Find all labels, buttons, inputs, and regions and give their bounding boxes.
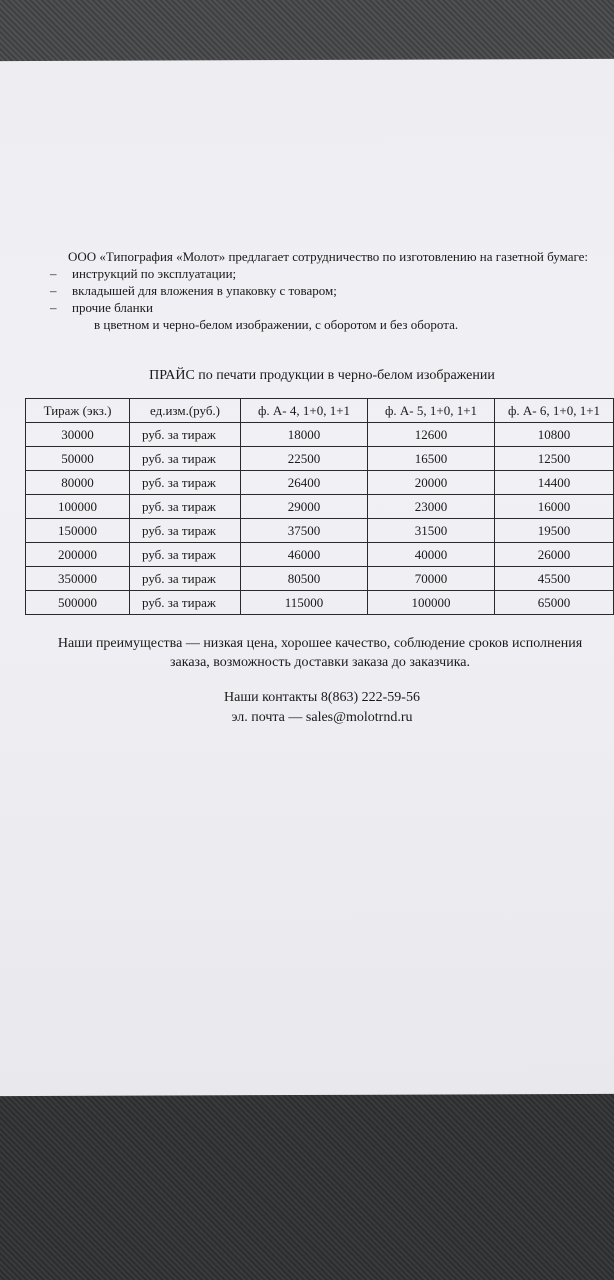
cell-unit: руб. за тираж bbox=[130, 543, 241, 567]
cell-a6: 19500 bbox=[495, 519, 614, 543]
cell-unit: руб. за тираж bbox=[130, 519, 241, 543]
cell-run: 50000 bbox=[26, 447, 130, 471]
cell-a5: 100000 bbox=[368, 591, 495, 615]
table-row bbox=[26, 495, 614, 519]
cell-run: 30000 bbox=[26, 423, 130, 447]
price-table bbox=[25, 398, 614, 615]
cell-a4: 80500 bbox=[241, 567, 368, 591]
cell-run: 500000 bbox=[26, 591, 130, 615]
cell-a6: 14400 bbox=[495, 471, 614, 495]
bullet-dash: – bbox=[50, 283, 57, 298]
cell-a6: 16000 bbox=[495, 495, 614, 519]
header-cell-a5: ф. А- 5, 1+0, 1+1 bbox=[368, 399, 495, 423]
intro-lead: ООО «Типография «Молот» предлагает сотрудничество по изготовлению на газетной бумаге: bbox=[68, 249, 589, 264]
table-row bbox=[26, 447, 614, 471]
price-title: ПРАЙС по печати продукции в черно-белом изображении bbox=[149, 368, 495, 383]
list-item-text: инструкций по эксплуатации; bbox=[72, 266, 237, 281]
table-row bbox=[26, 591, 614, 615]
cell-a5: 31500 bbox=[368, 519, 495, 543]
header-cell-a4: ф. А- 4, 1+0, 1+1 bbox=[241, 399, 368, 423]
background-carpet-bottom bbox=[0, 1090, 614, 1280]
table-row bbox=[26, 567, 614, 591]
bullet-dash: – bbox=[50, 300, 57, 315]
cell-a5: 16500 bbox=[368, 447, 495, 471]
list-item bbox=[32, 265, 602, 282]
intro-block bbox=[32, 248, 602, 333]
cell-run: 80000 bbox=[26, 471, 130, 495]
bullet-dash: – bbox=[50, 266, 57, 281]
list-item-text: вкладышей для вложения в упаковку с товаром; bbox=[72, 283, 337, 298]
cell-run: 200000 bbox=[26, 543, 130, 567]
cell-a6: 45500 bbox=[495, 567, 614, 591]
table-row bbox=[26, 423, 614, 447]
list-item bbox=[32, 282, 602, 299]
cell-a5: 23000 bbox=[368, 495, 495, 519]
header-cell-run: Тираж (экз.) bbox=[26, 399, 130, 423]
contacts-block bbox=[0, 688, 614, 728]
cell-a5: 70000 bbox=[368, 567, 495, 591]
cell-a4: 37500 bbox=[241, 519, 368, 543]
cell-unit: руб. за тираж bbox=[130, 567, 241, 591]
header-cell-a6: ф. А- 6, 1+0, 1+1 bbox=[495, 399, 614, 423]
cell-run: 100000 bbox=[26, 495, 130, 519]
list-item-text: прочие бланки bbox=[72, 300, 153, 315]
intro-tail: в цветном и черно-белом изображении, с оборотом и без оборота. bbox=[94, 317, 459, 332]
cell-unit: руб. за тираж bbox=[130, 471, 241, 495]
intro-bullets bbox=[32, 265, 602, 316]
contacts-email: эл. почта — sales@molotrnd.ru bbox=[231, 710, 413, 725]
cell-a4: 46000 bbox=[241, 543, 368, 567]
cell-run: 150000 bbox=[26, 519, 130, 543]
contacts-phone: Наши контакты 8(863) 222-59-56 bbox=[224, 690, 420, 705]
cell-a6: 26000 bbox=[495, 543, 614, 567]
cell-unit: руб. за тираж bbox=[130, 591, 241, 615]
cell-a4: 115000 bbox=[241, 591, 368, 615]
cell-unit: руб. за тираж bbox=[130, 447, 241, 471]
cell-run: 350000 bbox=[26, 567, 130, 591]
cell-a5: 40000 bbox=[368, 543, 495, 567]
table-row bbox=[26, 543, 614, 567]
cell-a4: 26400 bbox=[241, 471, 368, 495]
table-row bbox=[26, 471, 614, 495]
cell-unit: руб. за тираж bbox=[130, 423, 241, 447]
table-row bbox=[26, 519, 614, 543]
header-cell-unit: ед.изм.(руб.) bbox=[130, 399, 241, 423]
cell-a5: 12600 bbox=[368, 423, 495, 447]
cell-a4: 29000 bbox=[241, 495, 368, 519]
table-header-row bbox=[26, 399, 614, 423]
cell-a5: 20000 bbox=[368, 471, 495, 495]
advantages-text: Наши преимущества — низкая цена, хорошее качество, соблюдение сроков исполнения заказа, возможность доставки заказа до заказчика. bbox=[57, 636, 583, 670]
cell-unit: руб. за тираж bbox=[130, 495, 241, 519]
cell-a6: 10800 bbox=[495, 423, 614, 447]
cell-a6: 65000 bbox=[495, 591, 614, 615]
list-item bbox=[32, 299, 602, 316]
cell-a6: 12500 bbox=[495, 447, 614, 471]
cell-a4: 22500 bbox=[241, 447, 368, 471]
cell-a4: 18000 bbox=[241, 423, 368, 447]
